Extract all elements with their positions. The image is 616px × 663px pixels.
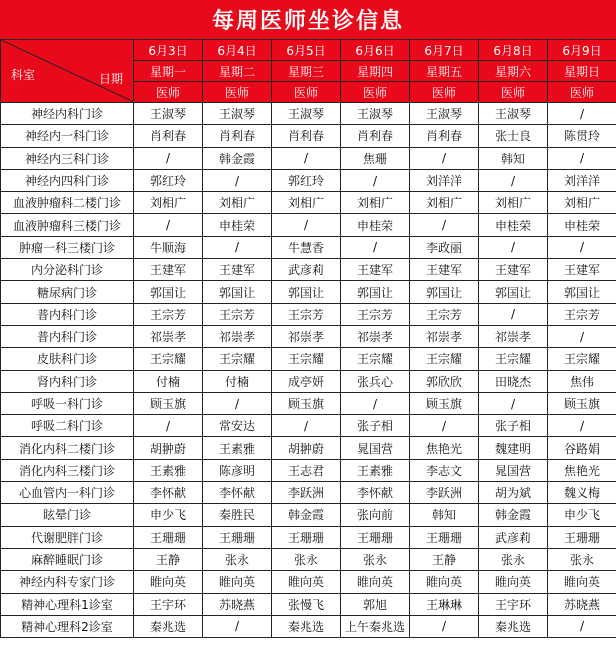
table-row: [1, 392, 616, 414]
doctor-cell: /: [548, 236, 616, 258]
doctor-cell: 焦珊: [341, 147, 410, 169]
doctor-cell: 魏建明: [479, 437, 548, 459]
doctor-cell: 王宗芳: [548, 303, 616, 325]
doctor-cell: 王淑琴: [341, 103, 410, 125]
header-role: 医师: [203, 82, 272, 103]
table-row: [1, 437, 616, 459]
dept-cell: 心血管内一科门诊: [1, 482, 134, 504]
table-row: [1, 459, 616, 481]
doctor-cell: 申少飞: [134, 504, 203, 526]
doctor-cell: 李怀献: [341, 482, 410, 504]
header-role: 医师: [134, 82, 203, 103]
doctor-cell: 苏晓燕: [203, 593, 272, 615]
dept-cell: 肿瘤一科三楼门诊: [1, 236, 134, 258]
doctor-cell: 王宇环: [134, 593, 203, 615]
dept-cell: 呼吸二科门诊: [1, 415, 134, 437]
table-row: [1, 593, 616, 615]
doctor-cell: /: [134, 147, 203, 169]
doctor-cell: 郭红玲: [272, 169, 341, 191]
doctor-cell: /: [203, 615, 272, 637]
doctor-cell: /: [410, 147, 479, 169]
doctor-cell: /: [479, 392, 548, 414]
doctor-cell: 李志文: [410, 459, 479, 481]
doctor-cell: 王宗芳: [134, 303, 203, 325]
doctor-cell: 张子相: [479, 415, 548, 437]
dept-cell: 消化内科三楼门诊: [1, 459, 134, 481]
doctor-cell: /: [203, 392, 272, 414]
doctor-cell: 顾玉旗: [410, 392, 479, 414]
doctor-cell: /: [479, 303, 548, 325]
header-weekday: 星期一: [134, 61, 203, 82]
table-row: [1, 236, 616, 258]
header-date: 6月5日: [272, 40, 341, 61]
header-corner: [1, 40, 134, 103]
doctor-cell: 张永: [203, 548, 272, 570]
doctor-cell: 张永: [548, 548, 616, 570]
header-role: 医师: [341, 82, 410, 103]
doctor-cell: 秦兆选: [272, 615, 341, 637]
schedule-table: [0, 39, 616, 638]
doctor-cell: 晁国营: [479, 459, 548, 481]
doctor-cell: 郭国让: [410, 281, 479, 303]
doctor-cell: 祁崇孝: [272, 325, 341, 347]
table-row: [1, 348, 616, 370]
doctor-cell: 王宗耀: [479, 348, 548, 370]
doctor-cell: /: [203, 169, 272, 191]
doctor-cell: 睢向英: [341, 571, 410, 593]
doctor-cell: /: [134, 214, 203, 236]
doctor-cell: 郭国让: [203, 281, 272, 303]
dept-cell: 普内科门诊: [1, 303, 134, 325]
doctor-cell: 秦兆选: [134, 615, 203, 637]
doctor-cell: 焦艳光: [548, 459, 616, 481]
doctor-cell: 王建军: [203, 259, 272, 281]
header-weekday: 星期日: [548, 61, 616, 82]
doctor-cell: 成亭妍: [272, 370, 341, 392]
table-row: [1, 214, 616, 236]
doctor-cell: 申桂荣: [203, 214, 272, 236]
doctor-cell: /: [341, 236, 410, 258]
doctor-cell: 肖利春: [203, 125, 272, 147]
doctor-cell: 申桂荣: [548, 214, 616, 236]
header-weekday: 星期三: [272, 61, 341, 82]
table-row: [1, 103, 616, 125]
doctor-cell: 王宗耀: [410, 348, 479, 370]
doctor-cell: 祁崇孝: [203, 325, 272, 347]
table-row: [1, 169, 616, 191]
page-title: 每周医师坐诊信息: [0, 0, 616, 39]
corner-dept-label: 科室: [11, 68, 36, 82]
doctor-cell: 韩知: [410, 504, 479, 526]
doctor-cell: 刘洋洋: [548, 169, 616, 191]
doctor-cell: 焦伟: [548, 370, 616, 392]
table-row: [1, 125, 616, 147]
doctor-cell: 肖利春: [272, 125, 341, 147]
doctor-cell: 王建军: [134, 259, 203, 281]
doctor-cell: 张永: [341, 548, 410, 570]
doctor-cell: /: [548, 615, 616, 637]
doctor-cell: 王素雅: [134, 459, 203, 481]
doctor-cell: 张士良: [479, 125, 548, 147]
doctor-cell: 顾玉旗: [272, 392, 341, 414]
dept-cell: 糖尿病门诊: [1, 281, 134, 303]
doctor-cell: 武彦莉: [272, 259, 341, 281]
doctor-cell: 祁崇孝: [479, 325, 548, 347]
doctor-cell: 王静: [410, 548, 479, 570]
dept-cell: 内分泌科门诊: [1, 259, 134, 281]
doctor-cell: 王珊珊: [341, 526, 410, 548]
doctor-cell: 陈贯玲: [548, 125, 616, 147]
doctor-cell: 郭国让: [341, 281, 410, 303]
doctor-cell: 李怀献: [203, 482, 272, 504]
dept-cell: 神经内科门诊: [1, 103, 134, 125]
doctor-cell: 申少飞: [548, 504, 616, 526]
doctor-cell: 顾玉旗: [134, 392, 203, 414]
doctor-cell: 祁崇孝: [341, 325, 410, 347]
table-row: [1, 415, 616, 437]
dept-cell: 眩晕门诊: [1, 504, 134, 526]
doctor-cell: 顾玉旗: [548, 392, 616, 414]
dept-cell: 普内科门诊: [1, 325, 134, 347]
doctor-cell: 王静: [134, 548, 203, 570]
header-date: 6月9日: [548, 40, 616, 61]
dept-cell: 神经内四科门诊: [1, 169, 134, 191]
doctor-cell: 牛顺海: [134, 236, 203, 258]
doctor-cell: /: [272, 147, 341, 169]
doctor-cell: 王珊珊: [272, 526, 341, 548]
dept-cell: 呼吸一科门诊: [1, 392, 134, 414]
doctor-cell: 胡为斌: [479, 482, 548, 504]
doctor-cell: 张兵心: [341, 370, 410, 392]
doctor-cell: 肖利春: [410, 125, 479, 147]
table-row: [1, 526, 616, 548]
doctor-cell: 肖利春: [134, 125, 203, 147]
doctor-cell: 王宗芳: [341, 303, 410, 325]
header-weekday: 星期四: [341, 61, 410, 82]
doctor-cell: 王淑琴: [479, 103, 548, 125]
dept-cell: 皮肤科门诊: [1, 348, 134, 370]
doctor-cell: 郭国让: [548, 281, 616, 303]
doctor-cell: 秦胜民: [203, 504, 272, 526]
doctor-cell: 秦兆选: [479, 615, 548, 637]
doctor-cell: 刘相广: [134, 192, 203, 214]
doctor-cell: 王宗耀: [272, 348, 341, 370]
doctor-cell: 胡翀蔚: [134, 437, 203, 459]
doctor-cell: 王珊珊: [410, 526, 479, 548]
doctor-cell: 常安达: [203, 415, 272, 437]
dept-cell: 麻醉睡眠门诊: [1, 548, 134, 570]
doctor-cell: 王建军: [341, 259, 410, 281]
table-row: [1, 615, 616, 637]
doctor-cell: 睢向英: [548, 571, 616, 593]
doctor-cell: 王宗耀: [548, 348, 616, 370]
doctor-cell: /: [548, 415, 616, 437]
header-date: 6月6日: [341, 40, 410, 61]
doctor-cell: 李跃洲: [410, 482, 479, 504]
doctor-cell: 王珊珊: [548, 526, 616, 548]
header-weekday: 星期二: [203, 61, 272, 82]
doctor-cell: 刘相广: [203, 192, 272, 214]
doctor-cell: 刘相广: [272, 192, 341, 214]
doctor-cell: 谷路娟: [548, 437, 616, 459]
doctor-cell: 祁崇孝: [134, 325, 203, 347]
doctor-cell: 肖利春: [341, 125, 410, 147]
doctor-cell: 王素雅: [341, 459, 410, 481]
doctor-cell: 王珊珊: [203, 526, 272, 548]
doctor-cell: 刘相广: [341, 192, 410, 214]
doctor-cell: /: [479, 169, 548, 191]
doctor-cell: /: [341, 169, 410, 191]
table-row: [1, 370, 616, 392]
doctor-cell: 王宗芳: [272, 303, 341, 325]
doctor-cell: 张子相: [341, 415, 410, 437]
doctor-cell: 刘相广: [479, 192, 548, 214]
doctor-cell: 刘相广: [410, 192, 479, 214]
doctor-cell: /: [548, 147, 616, 169]
doctor-cell: 睢向英: [203, 571, 272, 593]
header-date: 6月7日: [410, 40, 479, 61]
header-date: 6月8日: [479, 40, 548, 61]
doctor-cell: 韩金霞: [203, 147, 272, 169]
header-role: 医师: [548, 82, 616, 103]
doctor-cell: /: [203, 236, 272, 258]
dept-cell: 神经内科专家门诊: [1, 571, 134, 593]
header-role: 医师: [479, 82, 548, 103]
doctor-cell: 王淑琴: [203, 103, 272, 125]
doctor-cell: /: [410, 615, 479, 637]
doctor-cell: 李跃洲: [272, 482, 341, 504]
dept-cell: 代谢肥胖门诊: [1, 526, 134, 548]
header-weekday: 星期五: [410, 61, 479, 82]
table-row: [1, 259, 616, 281]
doctor-cell: 张永: [272, 548, 341, 570]
dept-cell: 血液肿瘤科三楼门诊: [1, 214, 134, 236]
doctor-cell: 韩知: [479, 147, 548, 169]
doctor-cell: 张慢飞: [272, 593, 341, 615]
doctor-cell: 王宗耀: [203, 348, 272, 370]
dept-cell: 神经内三科门诊: [1, 147, 134, 169]
doctor-cell: 王宗芳: [410, 303, 479, 325]
table-row: [1, 192, 616, 214]
doctor-cell: /: [272, 415, 341, 437]
doctor-cell: /: [410, 415, 479, 437]
doctor-cell: 牛慧香: [272, 236, 341, 258]
doctor-cell: 王宗芳: [203, 303, 272, 325]
doctor-cell: 王建军: [479, 259, 548, 281]
doctor-cell: 张向前: [341, 504, 410, 526]
dept-cell: 消化内科二楼门诊: [1, 437, 134, 459]
doctor-cell: 韩金霞: [479, 504, 548, 526]
doctor-cell: 王素雅: [203, 437, 272, 459]
doctor-cell: 郭国让: [134, 281, 203, 303]
doctor-cell: /: [410, 214, 479, 236]
dept-cell: 神经内一科门诊: [1, 125, 134, 147]
header-row-dates: [1, 40, 616, 61]
table-row: [1, 504, 616, 526]
table-row: [1, 303, 616, 325]
doctor-cell: 胡翀蔚: [272, 437, 341, 459]
corner-date-label: 日期: [98, 72, 123, 86]
doctor-cell: 申桂荣: [341, 214, 410, 236]
header-role: 医师: [410, 82, 479, 103]
table-row: [1, 147, 616, 169]
doctor-cell: 晁国营: [341, 437, 410, 459]
dept-cell: 精神心理科1诊室: [1, 593, 134, 615]
doctor-cell: 魏义梅: [548, 482, 616, 504]
table-row: [1, 548, 616, 570]
table-row: [1, 281, 616, 303]
dept-cell: 肾内科门诊: [1, 370, 134, 392]
doctor-cell: /: [479, 236, 548, 258]
header-weekday: 星期六: [479, 61, 548, 82]
doctor-cell: 郭国让: [272, 281, 341, 303]
doctor-cell: 武彦莉: [479, 526, 548, 548]
table-row: [1, 482, 616, 504]
doctor-cell: 王建军: [548, 259, 616, 281]
doctor-cell: 睢向英: [479, 571, 548, 593]
doctor-cell: 韩金霞: [272, 504, 341, 526]
doctor-cell: /: [272, 214, 341, 236]
doctor-cell: 睢向英: [410, 571, 479, 593]
doctor-cell: 上午秦兆选: [341, 615, 410, 637]
doctor-cell: 郭红玲: [134, 169, 203, 191]
doctor-cell: /: [548, 325, 616, 347]
doctor-cell: 付楠: [203, 370, 272, 392]
table-row: [1, 325, 616, 347]
doctor-cell: 王志君: [272, 459, 341, 481]
doctor-cell: 焦艳光: [410, 437, 479, 459]
dept-cell: 精神心理科2诊室: [1, 615, 134, 637]
doctor-cell: 张永: [479, 548, 548, 570]
doctor-cell: 王琳琳: [410, 593, 479, 615]
doctor-cell: 刘相广: [548, 192, 616, 214]
doctor-cell: 陈彦明: [203, 459, 272, 481]
doctor-cell: 睢向英: [272, 571, 341, 593]
doctor-cell: 王宗耀: [341, 348, 410, 370]
dept-cell: 血液肿瘤科二楼门诊: [1, 192, 134, 214]
doctor-cell: 王珊珊: [134, 526, 203, 548]
doctor-cell: 刘洋洋: [410, 169, 479, 191]
doctor-cell: 王宗耀: [134, 348, 203, 370]
doctor-cell: 王宇环: [479, 593, 548, 615]
doctor-cell: 王淑琴: [410, 103, 479, 125]
doctor-cell: /: [341, 392, 410, 414]
header-date: 6月4日: [203, 40, 272, 61]
doctor-cell: 王淑琴: [272, 103, 341, 125]
header-date: 6月3日: [134, 40, 203, 61]
doctor-cell: 祁崇孝: [410, 325, 479, 347]
doctor-cell: 李政丽: [410, 236, 479, 258]
doctor-cell: 田晓杰: [479, 370, 548, 392]
doctor-cell: 李怀献: [134, 482, 203, 504]
doctor-cell: 付楠: [134, 370, 203, 392]
doctor-cell: /: [548, 103, 616, 125]
doctor-cell: /: [134, 415, 203, 437]
table-row: [1, 571, 616, 593]
doctor-cell: 申桂荣: [479, 214, 548, 236]
header-role: 医师: [272, 82, 341, 103]
doctor-cell: 郭欣欣: [410, 370, 479, 392]
doctor-cell: 郭旭: [341, 593, 410, 615]
doctor-cell: 苏晓燕: [548, 593, 616, 615]
doctor-cell: 郭国让: [479, 281, 548, 303]
doctor-cell: 王淑琴: [134, 103, 203, 125]
doctor-cell: 王建军: [410, 259, 479, 281]
doctor-cell: 睢向英: [134, 571, 203, 593]
